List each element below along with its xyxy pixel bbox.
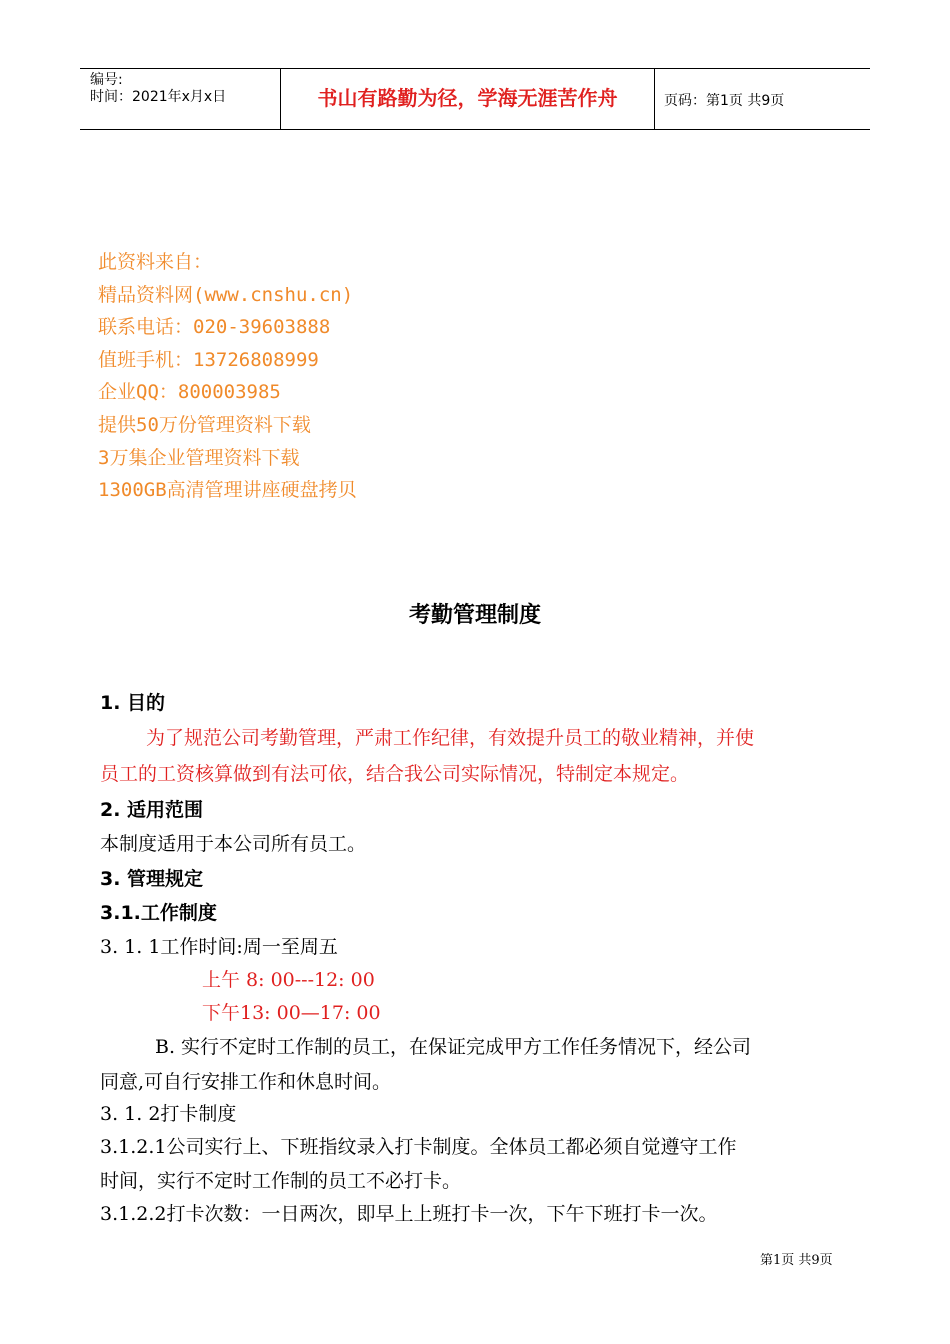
date-label: 时间：2021年x月x日: [90, 89, 227, 105]
document-title: 考勤管理制度: [408, 603, 541, 628]
header-motto-cell: [280, 69, 655, 129]
flexible-hours-line-1: B. 实行不定时工作制的员工，在保证完成甲方工作任务情况下，经公司: [155, 1036, 752, 1058]
flexible-hours-line-2: 同意,可自行安排工作和休息时间。: [100, 1071, 392, 1093]
section-1-body-line-1: 为了规范公司考勤管理，严肃工作纪律，有效提升员工的敬业精神，并使: [146, 727, 755, 749]
promo-line: 企业QQ：800003985: [98, 381, 281, 404]
section-3-heading: 3. 管理规定: [100, 868, 204, 890]
section-2-body: 本制度适用于本公司所有员工。: [100, 833, 367, 855]
clock-in-rule-line-2: 时间，实行不定时工作制的员工不必打卡。: [100, 1170, 462, 1192]
promo-line: 1300GB高清管理讲座硬盘拷贝: [98, 479, 357, 502]
promo-line: 联系电话：020-39603888: [98, 316, 331, 339]
serial-label: 编号:: [90, 72, 123, 88]
afternoon-hours: 下午13: 00—17: 00: [202, 1002, 381, 1024]
section-2-heading: 2. 适用范围: [100, 799, 204, 821]
clock-in-count-line: 3.1.2.2打卡次数：一日两次，即早上上班打卡一次，下午下班打卡一次。: [100, 1203, 718, 1225]
section-3-1-heading: 3.1.工作制度: [100, 902, 217, 924]
section-1-body-line-2: 员工的工资核算做到有法可依，结合我公司实际情况，特制定本规定。: [100, 763, 690, 785]
clock-in-heading: 3. 1. 2打卡制度: [100, 1103, 237, 1125]
footer-page-info: 第1页 共9页: [760, 1253, 833, 1268]
work-hours-line: 3. 1. 1工作时间:周一至周五: [100, 936, 338, 958]
promo-line: 提供50万份管理资料下载: [98, 413, 311, 436]
promo-block: [98, 246, 357, 507]
page-header: [80, 68, 870, 130]
clock-in-rule-line-1: 3.1.2.1公司实行上、下班指纹录入打卡制度。全体员工都必须自觉遵守工作: [100, 1136, 737, 1158]
header-page-info: 页码：第1页 共9页: [664, 93, 785, 109]
section-1-heading: 1. 目的: [100, 692, 166, 714]
morning-hours: 上午 8: 00---12: 00: [202, 969, 375, 991]
promo-line: 精品资料网(www.cnshu.cn): [98, 283, 354, 306]
promo-line: 3万集企业管理资料下载: [98, 446, 300, 469]
motto: 书山有路勤为径，学海无涯苦作舟: [317, 86, 618, 110]
header-page-cell: [654, 69, 870, 129]
header-meta-cell: [80, 69, 280, 129]
promo-line: 值班手机：13726808999: [98, 348, 319, 371]
promo-line: 此资料来自：: [98, 251, 213, 273]
